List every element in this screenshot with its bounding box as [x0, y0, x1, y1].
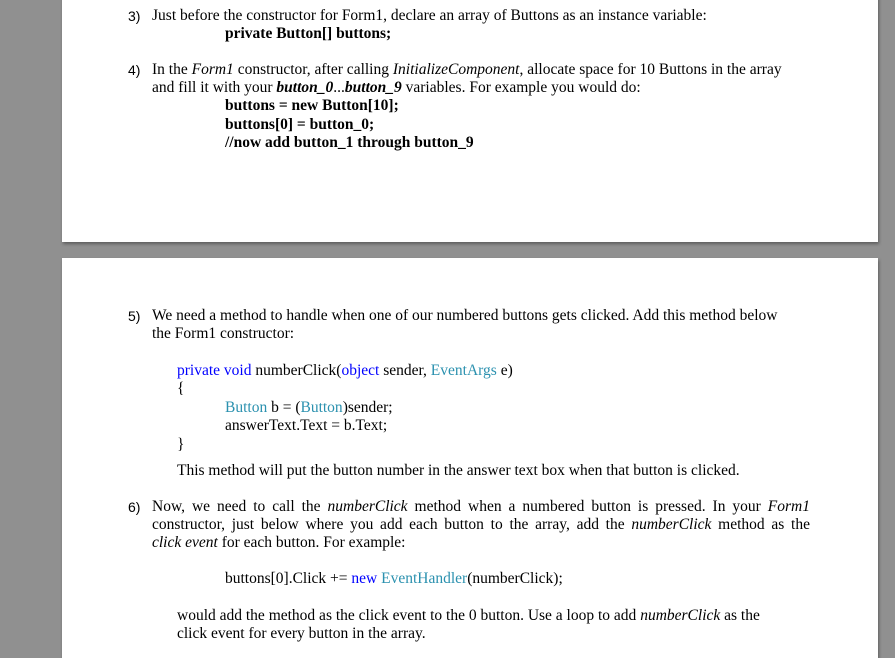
item-6-after-line-1: would add the method as the click event to the 0 button. Use a loop to add numberClick as the: [177, 607, 760, 624]
method-body-line-1: Button b = (Button)sender;: [225, 399, 393, 416]
event-handler-code: buttons[0].Click += new EventHandler(numberClick);: [225, 570, 563, 587]
open-brace: {: [177, 380, 185, 397]
item-6-after-line-2: click event for every button in the array.: [177, 625, 426, 642]
method-body-line-2: answerText.Text = b.Text;: [225, 417, 388, 434]
item-3-number: 3): [128, 8, 141, 24]
item-5-note: This method will put the button number in the answer text box when that button is clicked.: [177, 462, 740, 479]
item-6-line-1: Now, we need to call the numberClick method when a numbered button is pressed. In your Form1: [152, 498, 810, 515]
item-6-line-3: click event for each button. For example:: [152, 534, 406, 551]
method-signature: private void numberClick(object sender, EventArgs e): [177, 362, 513, 379]
item-6-line-2: constructor, just below where you add each button to the array, add the numberClick method as the: [152, 516, 810, 533]
close-brace: }: [177, 436, 185, 453]
item-4-code-2: buttons[0] = button_0;: [225, 116, 375, 133]
item-3-code: private Button[] buttons;: [225, 25, 392, 42]
item-4-line-2: and fill it with your button_0...button_9 variables. For example you would do:: [152, 79, 641, 96]
item-5-number: 5): [128, 308, 141, 324]
item-4-number: 4): [128, 62, 141, 78]
document-page-2: [62, 258, 878, 658]
item-4-line-1: In the Form1 constructor, after calling InitializeComponent, allocate space for 10 Buttons in the array: [152, 61, 782, 78]
item-5-line-1: We need a method to handle when one of our numbered buttons gets clicked. Add this method below: [152, 307, 778, 324]
item-4-code-1: buttons = new Button[10];: [225, 97, 399, 114]
item-3-text: Just before the constructor for Form1, declare an array of Buttons as an instance variable:: [152, 7, 707, 24]
item-6-number: 6): [128, 499, 141, 515]
item-5-line-2: the Form1 constructor:: [152, 325, 295, 342]
item-4-code-3: //now add button_1 through button_9: [225, 134, 474, 151]
document-page-1: [62, 0, 878, 242]
